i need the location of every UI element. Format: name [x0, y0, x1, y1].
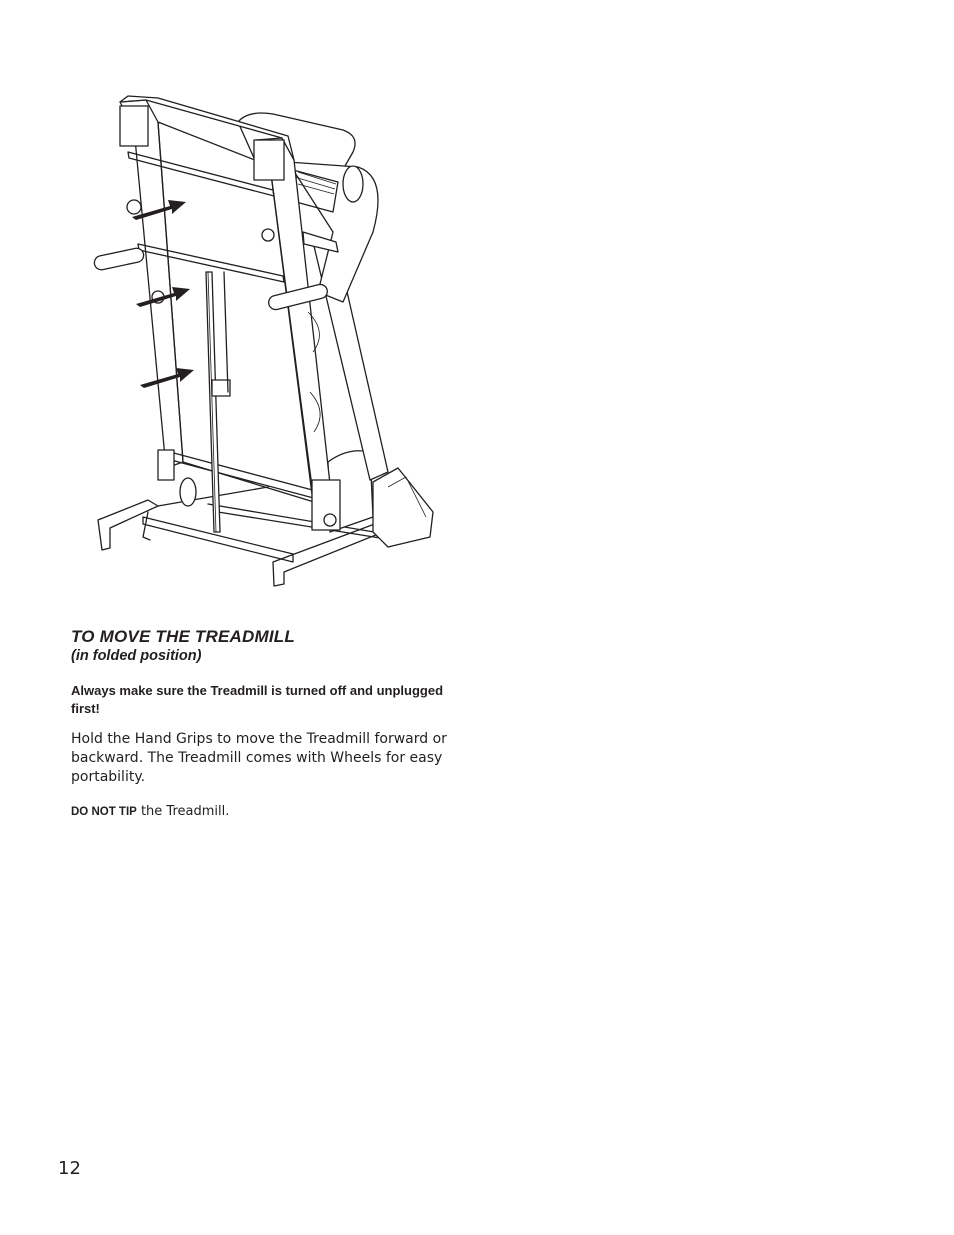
rear-wheel-right	[324, 514, 336, 526]
tip-warning	[71, 803, 471, 821]
gas-strut	[206, 272, 220, 532]
page-number: 12	[58, 1158, 81, 1179]
safety-warning: Always make sure the Treadmill is turned off and unplugged first!	[71, 683, 444, 716]
knob-upper-right	[262, 229, 274, 241]
knob-upper-left	[127, 200, 141, 214]
deck-end-block-right	[254, 140, 284, 180]
move-instructions: Hold the Hand Grips to move the Treadmill forward or backward. The Treadmill comes with Wheels for easy portability.	[71, 731, 447, 785]
deck-end-block-left	[120, 106, 148, 146]
move-treadmill-section	[71, 627, 471, 821]
folded-treadmill-illustration	[88, 92, 448, 592]
section-title: TO MOVE THE TREADMILL	[71, 627, 295, 646]
upright-base-cover	[373, 468, 433, 547]
rear-wheel-left	[180, 478, 196, 506]
tip-text: the Treadmill.	[136, 804, 230, 819]
tip-emphasis: DO NOT TIP	[71, 806, 137, 818]
deck-left-rail	[120, 100, 183, 468]
hand-grip-left	[93, 247, 145, 271]
section-subtitle: (in folded position)	[71, 648, 202, 664]
console-dial	[343, 166, 363, 202]
